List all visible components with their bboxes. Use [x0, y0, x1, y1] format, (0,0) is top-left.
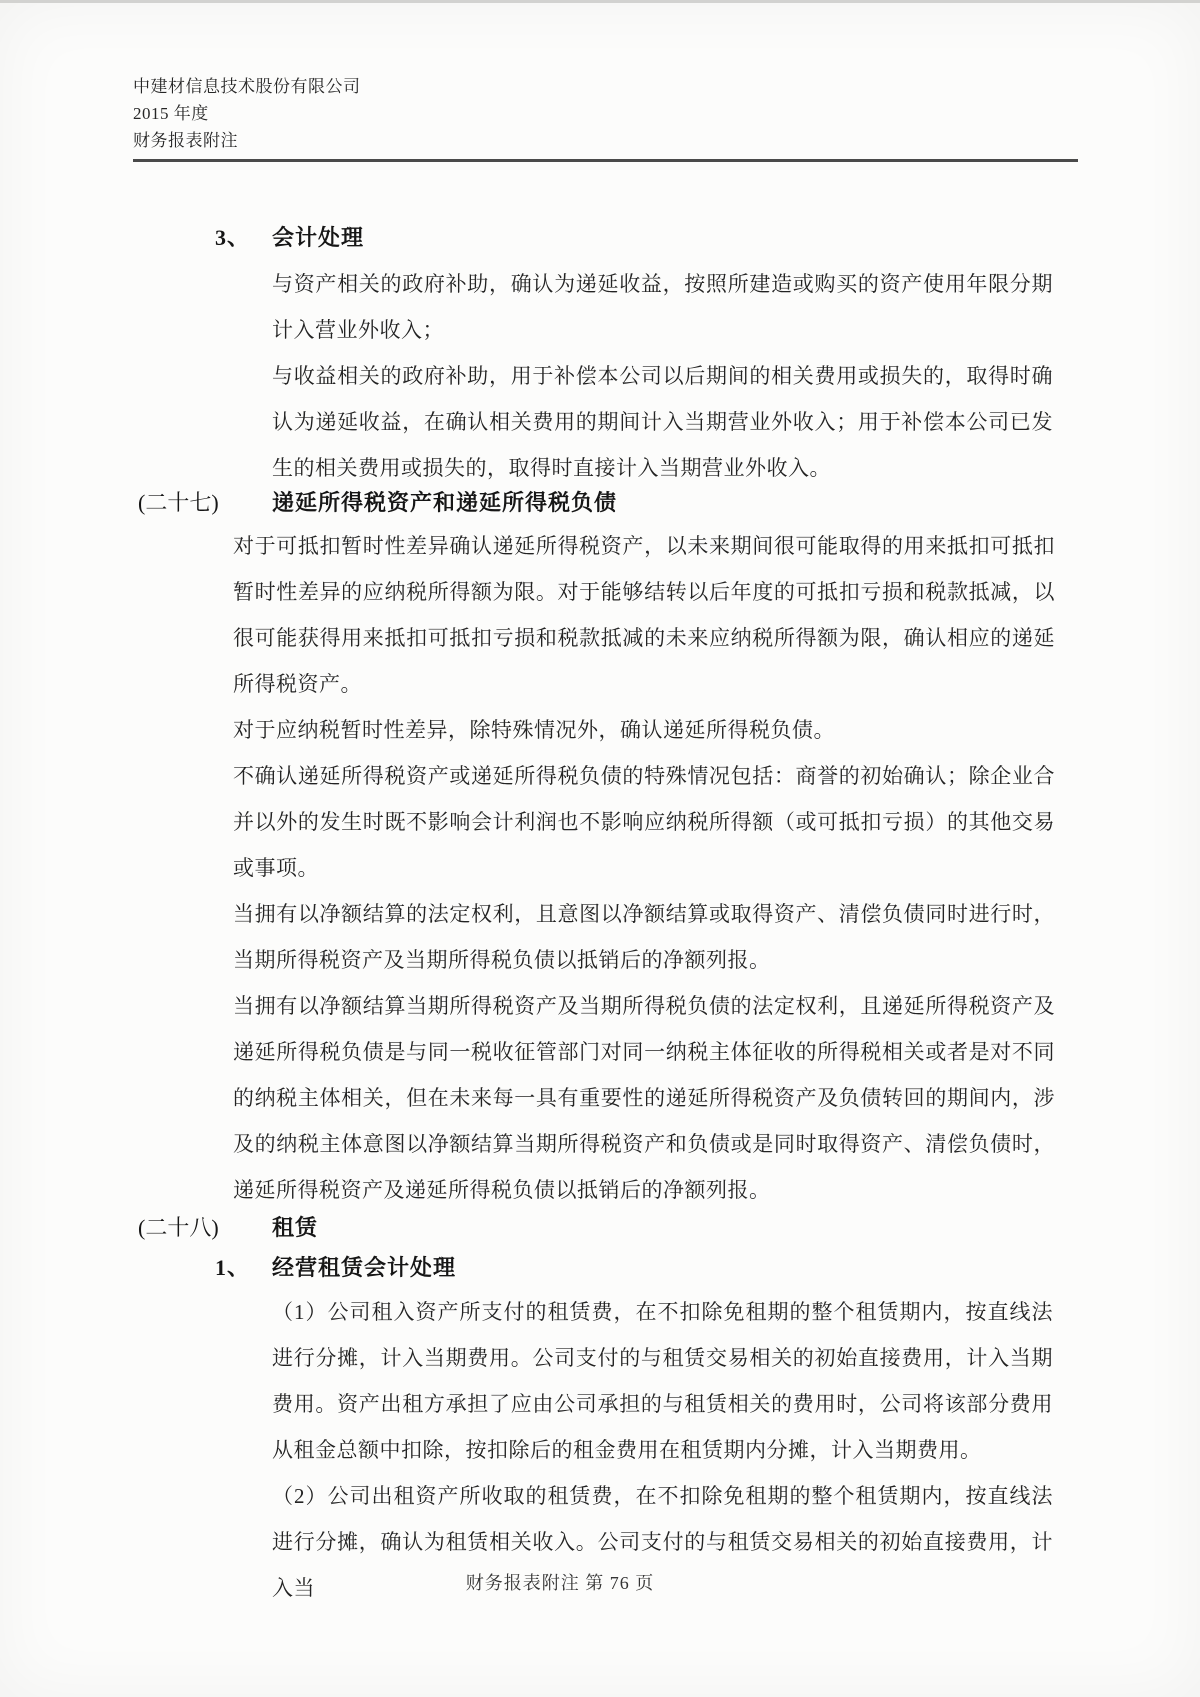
- subsection-title: 经营租赁会计处理: [272, 1255, 457, 1280]
- paragraph: 对于可抵扣暂时性差异确认递延所得税资产，以未来期间很可能取得的用来抵扣可抵扣暂时性差异的应纳税所得额为限。对于能够结转以后年度的可抵扣亏损和税款抵减，以很可能获得用来抵扣可抵扣亏损和税款抵减的未来应纳税所得额为限，确认相应的递延所得税资产。: [233, 534, 1055, 696]
- paragraph: 与资产相关的政府补助，确认为递延收益，按照所建造或购买的资产使用年限分期计入营业外收入；: [272, 272, 1053, 342]
- section-number: 3、: [215, 225, 251, 250]
- section-leases-heading: [0, 1211, 1200, 1243]
- section-accounting-treatment-body: [272, 261, 1053, 491]
- paragraph: 当拥有以净额结算当期所得税资产及当期所得税负债的法定权利，且递延所得税资产及递延所得税负债是与同一税收征管部门对同一纳税主体征收的所得税相关或者是对不同的纳税主体相关，但在未来每一具有重要性的递延所得税资产及负债转回的期间内，涉及的纳税主体意图以净额结算当期所得税资产和负债或是同时取得资产、清偿负债时，递延所得税资产及递延所得税负债以抵销后的净额列报。: [233, 994, 1055, 1202]
- paragraph: 对于应纳税暂时性差异，除特殊情况外，确认递延所得税负债。: [233, 718, 835, 742]
- subsection-number: 1、: [215, 1255, 251, 1280]
- section-deferred-tax-body: [233, 523, 1055, 1213]
- report-period: 2015 年度: [133, 104, 209, 123]
- document-header: [133, 73, 361, 154]
- section-number: (二十八): [138, 1215, 219, 1240]
- paragraph: 当拥有以净额结算的法定权利，且意图以净额结算或取得资产、清偿负债同时进行时，当期所得税资产及当期所得税负债以抵销后的净额列报。: [233, 902, 1055, 972]
- section-accounting-treatment-heading: [0, 221, 1200, 253]
- subsection-operating-lease-body: [272, 1289, 1053, 1611]
- section-deferred-tax-heading: [0, 486, 1200, 518]
- paragraph: （2）公司出租资产所收取的租赁费，在不扣除免租期的整个租赁期内，按直线法进行分摊，确认为租赁相关收入。公司支付的与租赁交易相关的初始直接费用，计入当: [272, 1484, 1053, 1600]
- section-title: 会计处理: [272, 225, 365, 250]
- section-number: (二十七): [138, 490, 219, 515]
- section-title: 租赁: [272, 1215, 319, 1240]
- company-name: 中建材信息技术股份有限公司: [133, 77, 361, 96]
- header-divider: [133, 159, 1078, 162]
- paragraph: （1）公司租入资产所支付的租赁费，在不扣除免租期的整个租赁期内，按直线法进行分摊，计入当期费用。公司支付的与租赁交易相关的初始直接费用，计入当期费用。资产出租方承担了应由公司承担的与租赁相关的费用时，公司将该部分费用从租金总额中扣除，按扣除后的租金费用在租赁期内分摊，计入当期费用。: [272, 1300, 1053, 1462]
- document-title: 财务报表附注: [133, 131, 238, 150]
- paragraph: 与收益相关的政府补助，用于补偿本公司以后期间的相关费用或损失的，取得时确认为递延收益，在确认相关费用的期间计入当期营业外收入；用于补偿本公司已发生的相关费用或损失的，取得时直接计入当期营业外收入。: [272, 364, 1053, 480]
- subsection-operating-lease-heading: [0, 1251, 1200, 1283]
- footer-page-label: 财务报表附注 第 76 页: [465, 1573, 655, 1593]
- page-footer: [0, 1569, 1120, 1595]
- paragraph: 不确认递延所得税资产或递延所得税负债的特殊情况包括：商誉的初始确认；除企业合并以外的发生时既不影响会计利润也不影响应纳税所得额（或可抵扣亏损）的其他交易或事项。: [233, 764, 1055, 880]
- section-title: 递延所得税资产和递延所得税负债: [272, 490, 618, 515]
